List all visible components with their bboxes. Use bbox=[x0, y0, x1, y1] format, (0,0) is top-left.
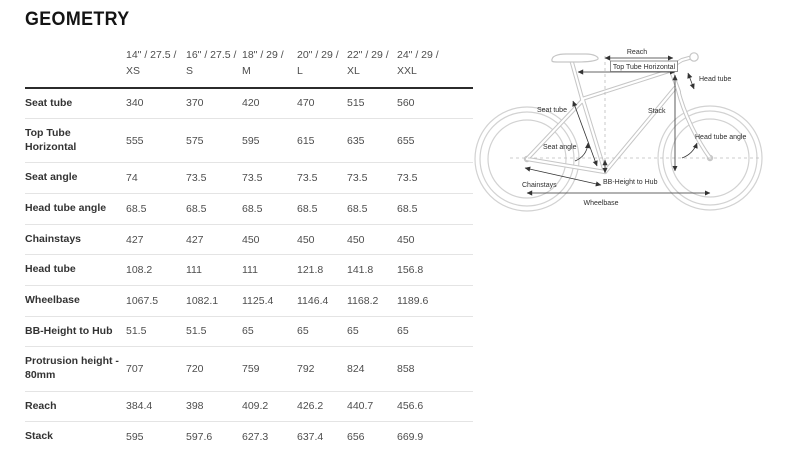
table-row bbox=[25, 163, 473, 194]
size-spec: 20" / 29 / bbox=[297, 49, 339, 61]
cell-value: 456.6 bbox=[397, 400, 424, 413]
cell-value: 65 bbox=[397, 325, 409, 338]
handlebar-grip-icon bbox=[690, 53, 698, 61]
header-size-xl bbox=[347, 48, 397, 88]
row-label: Wheelbase bbox=[25, 293, 80, 306]
row-label: Head tube angle bbox=[25, 202, 107, 215]
cell-value: 627.3 bbox=[242, 431, 269, 443]
cell-value: 420 bbox=[242, 97, 260, 110]
cell-value: 615 bbox=[297, 134, 315, 147]
cell-value: 141.8 bbox=[347, 264, 374, 277]
cell-value: 1189.6 bbox=[397, 294, 429, 307]
row-label: Stack bbox=[25, 430, 54, 443]
size-code: XS bbox=[126, 64, 141, 77]
cell-value: 398 bbox=[186, 400, 204, 413]
cell-value: 74 bbox=[126, 172, 138, 185]
size-spec: 22" / 29 / bbox=[347, 49, 389, 61]
cell-value: 156.8 bbox=[397, 264, 424, 277]
size-code: S bbox=[186, 64, 194, 77]
table-row bbox=[25, 316, 473, 347]
cell-value: 65 bbox=[242, 325, 254, 338]
cell-value: 73.5 bbox=[186, 172, 207, 185]
bike-diagram-svg bbox=[470, 28, 800, 213]
header-size-xxl bbox=[397, 48, 473, 88]
cell-value: 635 bbox=[347, 134, 365, 147]
head-tube-angle-label: Head tube angle bbox=[695, 134, 747, 141]
seat-angle-label: Seat angle bbox=[543, 144, 577, 151]
header-size-l bbox=[297, 48, 347, 88]
cell-value: 68.5 bbox=[242, 202, 263, 215]
size-code: M bbox=[242, 64, 251, 77]
page-title: GEOMETRY bbox=[25, 9, 130, 30]
cell-value: 427 bbox=[126, 233, 144, 246]
row-label: Reach bbox=[25, 399, 57, 412]
cell-value: 656 bbox=[347, 431, 365, 443]
cell-value: 1146.4 bbox=[297, 294, 329, 307]
table-row bbox=[25, 255, 473, 286]
table-row bbox=[25, 88, 473, 119]
size-code: XXL bbox=[397, 64, 417, 77]
header-size-xs bbox=[126, 48, 186, 88]
cell-value: 68.5 bbox=[126, 202, 147, 215]
header-size-m bbox=[242, 48, 297, 88]
cell-value: 65 bbox=[347, 325, 359, 338]
cell-value: 440.7 bbox=[347, 400, 374, 413]
cell-value: 470 bbox=[297, 97, 315, 110]
table-row bbox=[25, 422, 473, 452]
cell-value: 1082.1 bbox=[186, 294, 219, 307]
cell-value: 759 bbox=[242, 362, 260, 375]
cell-value: 655 bbox=[397, 134, 415, 147]
table-row bbox=[25, 391, 473, 422]
cell-value: 637.4 bbox=[297, 431, 324, 443]
cell-value: 51.5 bbox=[186, 325, 207, 338]
cell-value: 68.5 bbox=[186, 202, 207, 215]
stack-label: Stack bbox=[648, 108, 666, 115]
size-code: L bbox=[297, 64, 303, 77]
cell-value: 121.8 bbox=[297, 264, 324, 277]
table-row bbox=[25, 224, 473, 255]
row-label: BB-Height to Hub bbox=[25, 324, 113, 337]
cell-value: 858 bbox=[397, 362, 415, 375]
cell-value: 669.9 bbox=[397, 431, 424, 443]
head-tube-arrow bbox=[688, 73, 694, 89]
bike-geometry-diagram bbox=[470, 28, 800, 213]
cell-value: 65 bbox=[297, 325, 309, 338]
head-tube-label: Head tube bbox=[699, 76, 732, 83]
cell-value: 597.6 bbox=[186, 431, 213, 443]
seat-tube-label: Seat tube bbox=[537, 107, 567, 114]
table-row bbox=[25, 285, 473, 316]
row-label: Top Tube Horizontal bbox=[25, 127, 77, 153]
size-spec: 24" / 29 / bbox=[397, 49, 439, 61]
reach-label: Reach bbox=[626, 49, 648, 56]
cell-value: 450 bbox=[397, 233, 415, 246]
cell-value: 68.5 bbox=[347, 202, 368, 215]
cell-value: 450 bbox=[242, 233, 260, 246]
cell-value: 450 bbox=[347, 233, 365, 246]
header-empty-cell bbox=[25, 48, 126, 88]
cell-value: 73.5 bbox=[297, 172, 318, 185]
cell-value: 73.5 bbox=[397, 172, 418, 185]
cell-value: 720 bbox=[186, 362, 204, 375]
row-label: Seat angle bbox=[25, 171, 78, 184]
row-label: Head tube bbox=[25, 263, 76, 276]
cell-value: 68.5 bbox=[397, 202, 418, 215]
cell-value: 1125.4 bbox=[242, 294, 274, 307]
cell-value: 409.2 bbox=[242, 400, 269, 413]
cell-value: 792 bbox=[297, 362, 315, 375]
geometry-table bbox=[25, 48, 473, 452]
cell-value: 515 bbox=[347, 97, 365, 110]
cell-value: 370 bbox=[186, 97, 204, 110]
cell-value: 555 bbox=[126, 134, 144, 147]
cell-value: 560 bbox=[397, 97, 415, 110]
saddle-icon bbox=[552, 54, 598, 62]
cell-value: 1067.5 bbox=[126, 294, 159, 307]
cell-value: 384.4 bbox=[126, 400, 153, 413]
top-tube-horizontal-label: Top Tube Horizontal bbox=[612, 64, 676, 71]
row-label: Seat tube bbox=[25, 96, 73, 109]
cell-value: 73.5 bbox=[242, 172, 263, 185]
cell-value: 340 bbox=[126, 97, 144, 110]
cell-value: 595 bbox=[242, 134, 260, 147]
table-row bbox=[25, 119, 473, 163]
head-tube-angle-arc bbox=[682, 143, 697, 158]
wheelbase-label: Wheelbase bbox=[583, 200, 619, 207]
cell-value: 108.2 bbox=[126, 264, 153, 277]
cell-value: 68.5 bbox=[297, 202, 318, 215]
cell-value: 426.2 bbox=[297, 400, 324, 413]
cell-value: 427 bbox=[186, 233, 204, 246]
size-spec: 14" / 27.5 / bbox=[126, 49, 177, 61]
header-size-s bbox=[186, 48, 242, 88]
row-label: Chainstays bbox=[25, 232, 82, 245]
cell-value: 595 bbox=[126, 431, 144, 443]
table-row bbox=[25, 347, 473, 391]
cell-value: 73.5 bbox=[347, 172, 368, 185]
cell-value: 111 bbox=[186, 264, 202, 277]
bb-height-to-hub-label: BB-Height to Hub bbox=[603, 179, 658, 186]
cell-value: 111 bbox=[242, 264, 258, 277]
cell-value: 707 bbox=[126, 362, 144, 375]
cell-value: 1168.2 bbox=[347, 294, 379, 307]
row-label: Protrusion height - 80mm bbox=[25, 355, 119, 381]
chainstays-label: Chainstays bbox=[522, 182, 557, 189]
cell-value: 51.5 bbox=[126, 325, 147, 338]
table-row bbox=[25, 194, 473, 225]
size-spec: 18" / 29 / bbox=[242, 49, 284, 61]
size-spec: 16" / 27.5 / bbox=[186, 49, 237, 61]
cell-value: 450 bbox=[297, 233, 315, 246]
table-header-row bbox=[25, 48, 473, 88]
cell-value: 575 bbox=[186, 134, 204, 147]
cell-value: 824 bbox=[347, 362, 365, 375]
size-code: XL bbox=[347, 64, 360, 77]
